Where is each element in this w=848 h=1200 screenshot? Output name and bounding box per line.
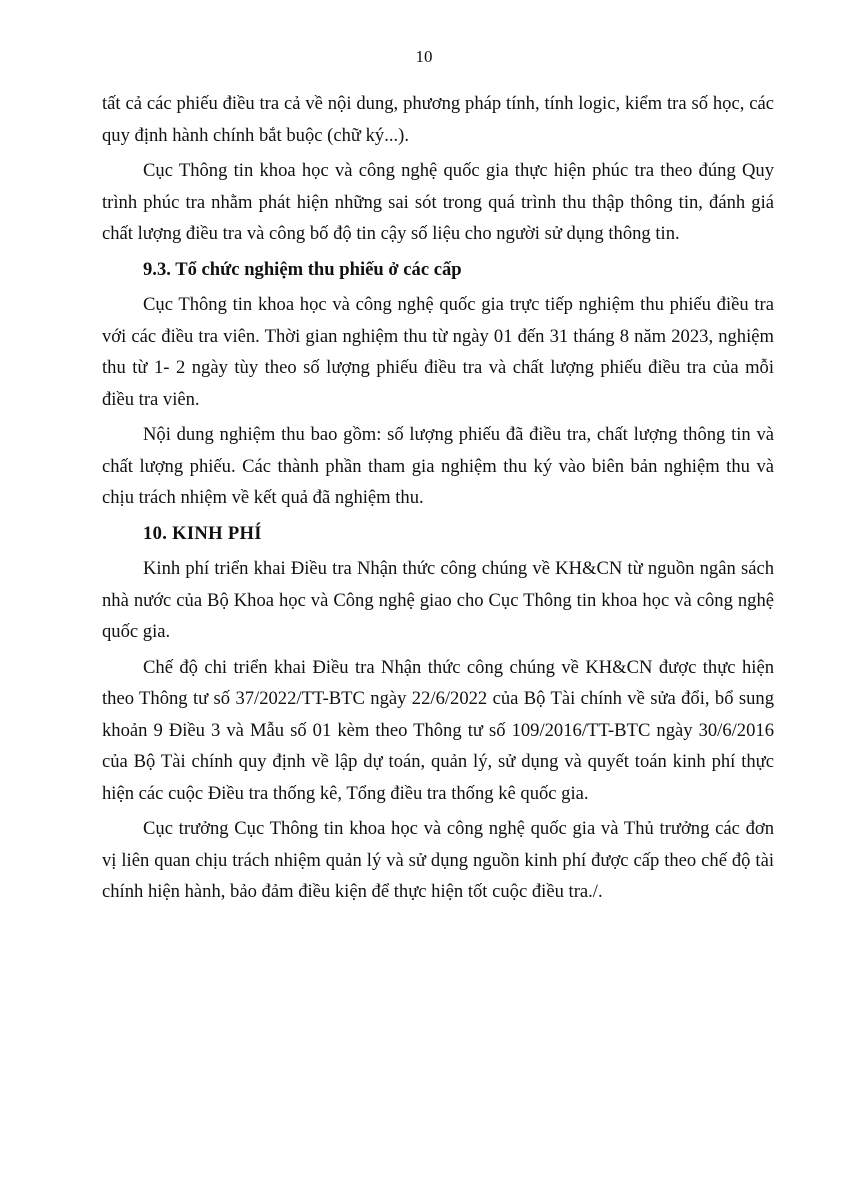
paragraph-continuation: tất cả các phiếu điều tra cả về nội dung, phương pháp tính, tính logic, kiểm tra số học, các quy định hành chính bắt buộc (chữ ký...).: [102, 93, 774, 146]
section-heading-10: 10. KINH PHÍ: [143, 522, 262, 544]
document-body: [102, 88, 774, 912]
page-number: 10: [415, 47, 433, 66]
paragraph-trach-nhiem: Cục trưởng Cục Thông tin khoa học và công nghệ quốc gia và Thủ trưởng các đơn vị liên quan chịu trách nhiệm quản lý và sử dụng nguồn kinh phí được cấp theo chế độ tài chính hiện hành, bảo đảm điều kiện để thực hiện tốt cuộc điều tra./.: [102, 818, 774, 902]
paragraph-che-do-chi: Chế độ chi triển khai Điều tra Nhận thức công chúng về KH&CN được thực hiện theo Thông tư số 37/2022/TT-BTC ngày 22/6/2022 của Bộ Tài chính về sửa đổi, bổ sung khoản 9 Điều 3 và Mẫu số 01 kèm theo Thông tư số 109/2016/TT-BTC ngày 30/6/2016 của Bộ Tài chính quy định về lập dự toán, quản lý, sử dụng và quyết toán kinh phí thực hiện các cuộc Điều tra thống kê, Tổng điều tra thống kê quốc gia.: [102, 656, 774, 804]
paragraph-nghiem-thu: Cục Thông tin khoa học và công nghệ quốc gia trực tiếp nghiệm thu phiếu điều tra với các điều tra viên. Thời gian nghiệm thu từ ngày 01 đến 31 tháng 8 năm 2023, nghiệm thu từ 1- 2 ngày tùy theo số lượng phiếu điều tra và chất lượng phiếu điều tra của mỗi điều tra viên.: [102, 294, 774, 410]
paragraph-noi-dung-nghiem-thu: Nội dung nghiệm thu bao gồm: số lượng phiếu đã điều tra, chất lượng thông tin và chất lượng phiếu. Các thành phần tham gia nghiệm thu ký vào biên bản nghiệm thu và chịu trách nhiệm về kết quả đã nghiệm thu.: [102, 424, 774, 508]
paragraph-phuc-tra: Cục Thông tin khoa học và công nghệ quốc gia thực hiện phúc tra theo đúng Quy trình phúc tra nhằm phát hiện những sai sót trong quá trình thu thập thông tin, đánh giá chất lượng điều tra và công bố độ tin cậy số liệu cho người sử dụng thông tin.: [102, 160, 774, 244]
section-heading-9-3: 9.3. Tổ chức nghiệm thu phiếu ở các cấp: [143, 258, 462, 280]
paragraph-kinh-phi-nguon: Kinh phí triển khai Điều tra Nhận thức công chúng về KH&CN từ nguồn ngân sách nhà nước của Bộ Khoa học và Công nghệ giao cho Cục Thông tin khoa học và công nghệ quốc gia.: [102, 558, 774, 642]
